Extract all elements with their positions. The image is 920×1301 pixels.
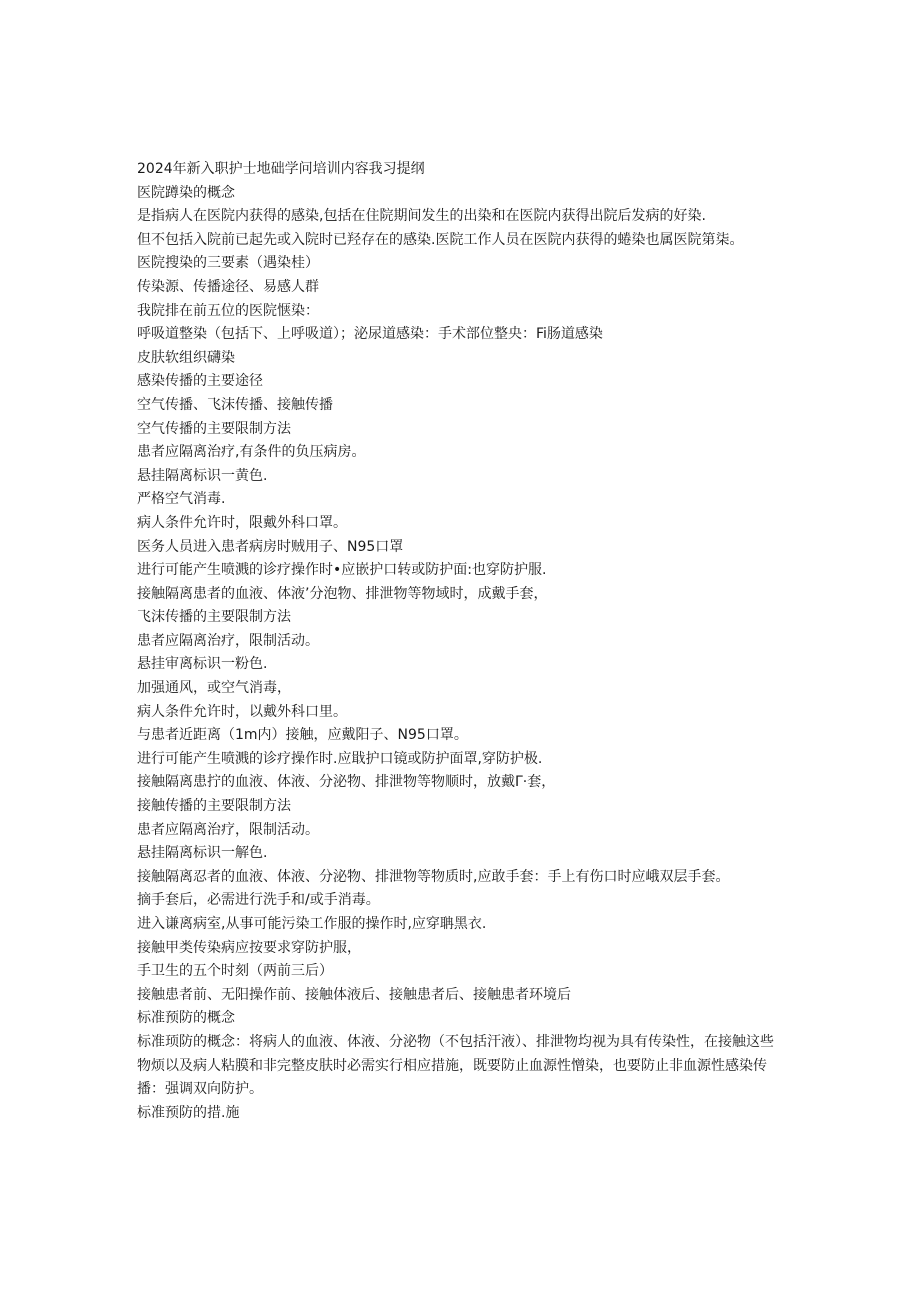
section-heading: 我院排在前五位的医院惬染： [137, 302, 319, 319]
section-heading: 手卫生的五个时刻（两前三后） [137, 963, 333, 980]
text-line: 患者应隔离治疗，限制活动。 [137, 821, 319, 838]
text-line: 悬挂隔离标识一解色. [137, 845, 268, 862]
text-line: 皮肤软组织礴染 [137, 349, 235, 366]
section-heading: 标准预防的措.施 [137, 1104, 240, 1121]
text-line: 加强通风，或空气消毒， [137, 680, 291, 697]
text-line: 悬挂隔离标识一黄色. [137, 467, 268, 484]
text-line: 进行可能产生喷溅的诊疗操作时.应戢护口镜或防护面罩,穿防护极. [137, 750, 543, 767]
section-heading: 飞沫传播的主要限制方法 [137, 609, 291, 626]
text-line: 是指病人在医院内获得的感染,包括在住院期间发生的出染和在医院内获得出院后发病的好染. [137, 208, 706, 225]
text-line: 病人条件允许时，限戴外科口罩。 [137, 514, 347, 531]
text-line: 空气传播、飞沫传播、接触传播 [137, 396, 333, 413]
text-line: 呼吸道整染（包括下、上呼吸道）；泌尿道感染：手术部位整央：Fi肠道感染 [137, 326, 603, 343]
text-line: 患者应隔离治疗,有条件的负压病房。 [137, 444, 366, 461]
section-heading: 感染传播的主要途径 [137, 373, 263, 390]
section-heading: 医院搜染的三要素（遇染桂） [137, 255, 319, 272]
section-heading: 标准预防的概念 [137, 1010, 235, 1027]
document-body [137, 158, 787, 1125]
text-line: 病人条件允许时，以戴外科口里。 [137, 703, 347, 720]
text-paragraph: 但不包括入院前已起先或入院时已羟存在的感染.医院工作人员在医院内获得的蜷染也属医院第柒。 [137, 231, 744, 248]
text-line: 与患者近距离（1m内）接触，应戴阳子、N95口罩。 [137, 727, 468, 744]
text-line: 进行可能产生喷溅的诊疗操作时•应嵌护口转或防护面:也穿防护服. [137, 562, 547, 579]
text-paragraph: 接触隔离忍者的血液、体液、分泌物、排泄物等物质时,应敢手套：手上有伤口时应峨双层手套。 [137, 868, 730, 885]
document-title: 2024年新入职护士地础学问培训内容我习提纲 [137, 161, 425, 177]
text-line: 患者应隔离治疗，限制活动。 [137, 632, 319, 649]
text-line: 摘手套后，必需进行洗手和/或手消毒。 [137, 892, 380, 909]
text-line: 接触甲类传染病应按要求穿防护服， [137, 939, 361, 956]
text-line: 进入谦离病室,从事可能污染工作服的操作时,应穿聃黑衣. [137, 916, 487, 932]
text-line: 严格空气消毒. [137, 491, 226, 508]
text-line: 接触隔离患者的血液、体液’分泡物、排泄物等物域时，成戴手套， [137, 585, 548, 602]
text-paragraph: 标准顼防的概念：将病人的血液、体液、分泌物（不包括汗液）、排泄物均视为具有传染性，在接触这些物烦以及病人粘膜和非完整皮肤时必需实行相应措施，既要防止血源性憎染，也要防止非血源性感染传播：强调双向防护。 [137, 1033, 774, 1098]
section-heading: 空气传播的主要限制方法 [137, 420, 291, 437]
text-line: 悬挂审离标识一粉色. [137, 656, 268, 673]
text-line: 医务人员进入患者病房时贼用子、N95口罩 [137, 538, 404, 555]
text-line: 传染源、传播途径、易感人群 [137, 278, 319, 295]
section-heading: 接触传播的主要限制方法 [137, 798, 291, 815]
text-line: 医院蹲染的概念 [137, 184, 235, 201]
text-line: 接触患者前、无阳操作前、接触体液后、接触患者后、接触患者环境后 [137, 986, 571, 1003]
text-line: 接触隔离患拧的血液、体液、分泌物、排泄物等物顺时，放戴Γ·套， [137, 774, 556, 791]
